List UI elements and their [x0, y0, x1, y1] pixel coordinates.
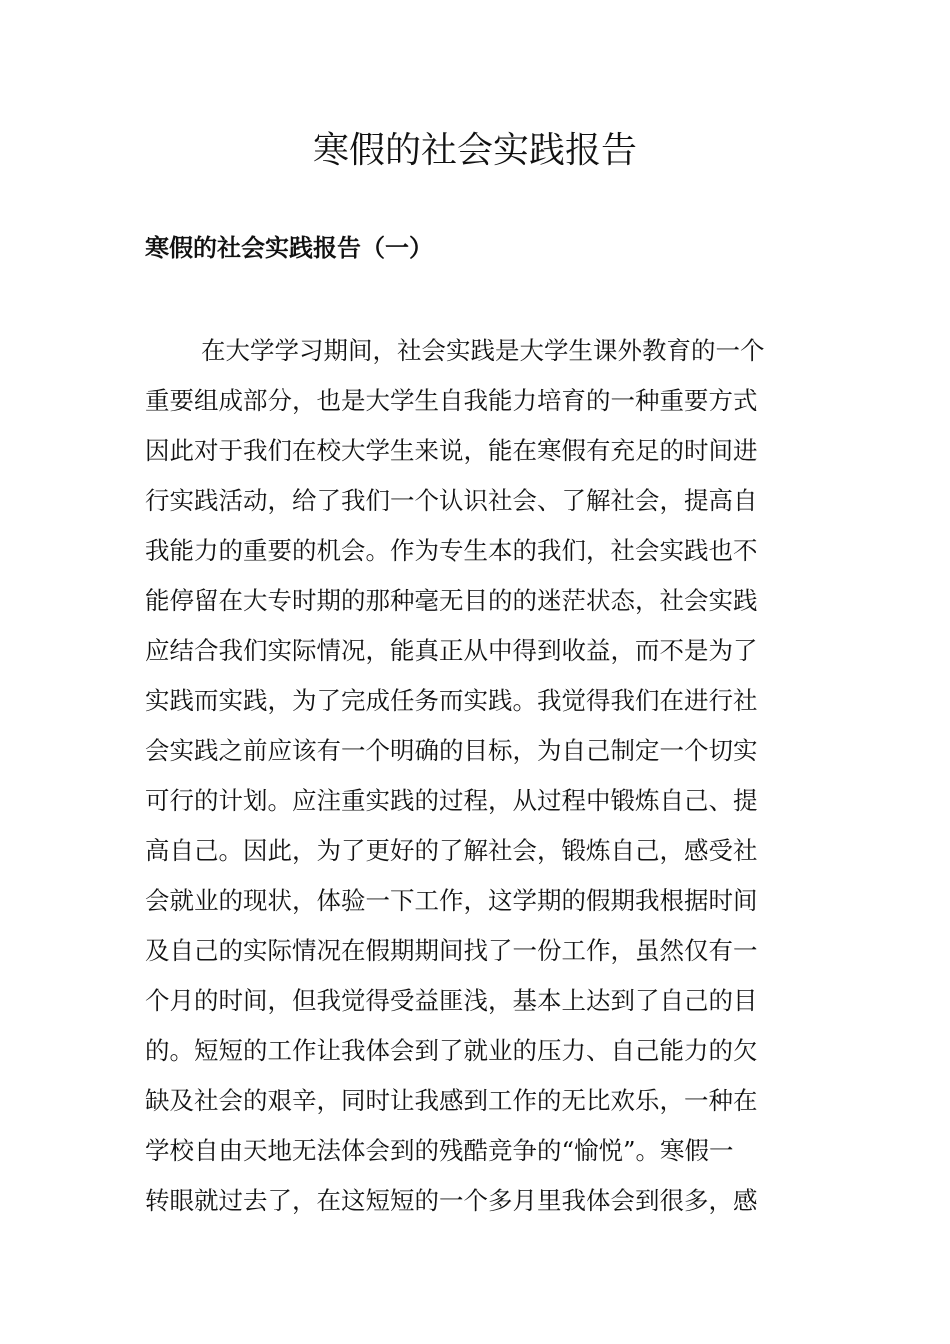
paragraph-line: 的。短短的工作让我体会到了就业的压力、自己能力的欠	[145, 1036, 758, 1065]
document-title: 寒假的社会实践报告	[312, 130, 637, 171]
paragraph-line: 可行的计划。应注重实践的过程，从过程中锻炼自己、提	[145, 786, 758, 815]
paragraph-line: 在大学学习期间，社会实践是大学生课外教育的一个	[201, 336, 765, 365]
paragraph-line: 应结合我们实际情况，能真正从中得到收益，而不是为了	[145, 636, 758, 665]
paragraph-line: 缺及社会的艰辛，同时让我感到工作的无比欢乐，一种在	[145, 1086, 758, 1115]
paragraph-line: 因此对于我们在校大学生来说，能在寒假有充足的时间进	[145, 436, 758, 465]
paragraph-line: 学校自由天地无法体会到的残酷竞争的“愉悦”。寒假一	[145, 1136, 734, 1165]
paragraph-line: 转眼就过去了，在这短短的一个多月里我体会到很多，感	[145, 1186, 758, 1215]
section-heading: 寒假的社会实践报告（一）	[145, 233, 433, 262]
paragraph-line: 高自己。因此，为了更好的了解社会，锻炼自己，感受社	[145, 836, 758, 865]
paragraph-line: 会就业的现状，体验一下工作，这学期的假期我根据时间	[145, 886, 758, 915]
body-paragraph	[145, 326, 805, 1226]
paragraph-line: 重要组成部分，也是大学生自我能力培育的一种重要方式	[145, 386, 758, 415]
paragraph-line: 个月的时间，但我觉得受益匪浅，基本上达到了自己的目	[145, 986, 758, 1015]
paragraph-line: 能停留在大专时期的那种毫无目的的迷茫状态，社会实践	[145, 586, 758, 615]
paragraph-line: 行实践活动，给了我们一个认识社会、了解社会，提高自	[145, 486, 758, 515]
paragraph-line: 我能力的重要的机会。作为专生本的我们，社会实践也不	[145, 536, 758, 565]
paragraph-line: 及自己的实际情况在假期期间找了一份工作，虽然仅有一	[145, 936, 758, 965]
paragraph-line: 会实践之前应该有一个明确的目标，为自己制定一个切实	[145, 736, 758, 765]
paragraph-line: 实践而实践，为了完成任务而实践。我觉得我们在进行社	[145, 686, 758, 715]
